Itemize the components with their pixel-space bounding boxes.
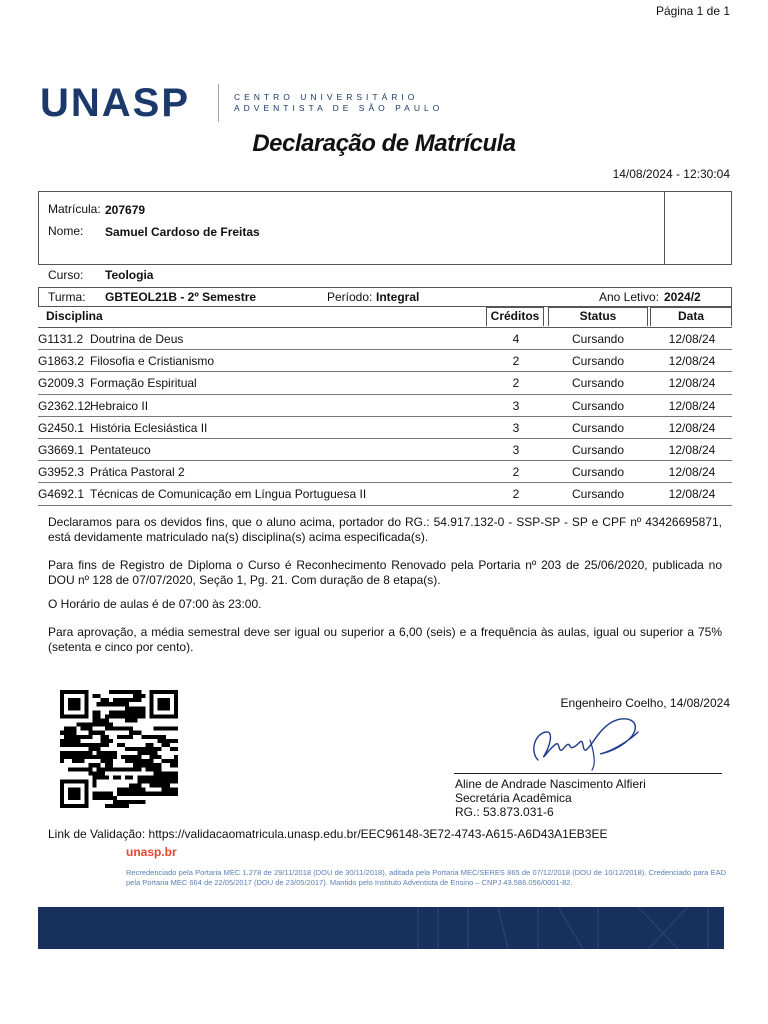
periodo-value: Integral <box>376 290 420 304</box>
course-credits: 2 <box>512 354 520 369</box>
course-name: Hebraico II <box>90 398 149 413</box>
logo-subtitle-line1: CENTRO UNIVERSITÁRIO <box>234 92 419 102</box>
unasp-logo <box>40 82 520 124</box>
course-date: 12/08/24 <box>668 398 716 413</box>
course-date: 12/08/24 <box>668 376 716 391</box>
nome-label: Nome: <box>48 224 84 238</box>
footer-band <box>38 907 724 949</box>
table-row <box>38 417 732 439</box>
validation-label: Link de Validação: <box>48 827 146 841</box>
document-title: Declaração de Matrícula <box>252 130 516 157</box>
course-name: Pentateuco <box>90 442 151 457</box>
table-row <box>38 328 732 350</box>
course-date: 12/08/24 <box>668 354 716 369</box>
signatory-name: Aline de Andrade Nascimento Alfieri <box>455 777 646 791</box>
table-header <box>38 307 732 328</box>
photo-cell <box>664 192 731 264</box>
course-status: Cursando <box>571 332 625 346</box>
page-indicator: Página 1 de 1 <box>655 4 730 18</box>
course-name: Filosofia e Cristianismo <box>90 354 215 369</box>
turma-value: GBTEOL21B - 2º Semestre <box>105 290 257 304</box>
course-name: Formação Espiritual <box>90 376 197 391</box>
table-body <box>38 328 732 506</box>
logo-subtitle-line2: ADVENTISTA DE SÃO PAULO <box>234 103 444 113</box>
course-status: Cursando <box>571 376 625 391</box>
course-date: 12/08/24 <box>668 420 716 435</box>
schedule-paragraph: O Horário de aulas é de 07:00 às 23:00. <box>48 597 262 611</box>
course-code: G3952.3 <box>38 465 85 480</box>
table-row <box>38 439 732 461</box>
course-date: 12/08/24 <box>668 332 716 346</box>
course-credits: 2 <box>512 487 520 502</box>
table-row <box>38 372 732 394</box>
handwritten-signature <box>520 712 660 774</box>
creditos-header: Créditos <box>490 309 540 323</box>
course-name: Prática Pastoral 2 <box>90 465 185 480</box>
turma-row <box>38 287 732 307</box>
course-date: 12/08/24 <box>668 465 716 480</box>
status-header: Status <box>579 309 617 323</box>
legal-notice: Recredenciado pela Portaria MEC 1.278 de 29/11/2018 (DOU de 30/11/2018), aditada pela Portaria MEC/SERES 865 de 07/12/2018 (DOU de 10/12/2018). Credenciado para EAD pela Portaria MEC 664 de 22/05/2017 (DOU de 23/05/2017). Mantido pelo Instituto Adventista de Ensino – CNPJ 43.586.056/0001-82. <box>126 868 726 887</box>
course-status: Cursando <box>571 487 625 502</box>
periodo-label: Período: <box>327 290 373 304</box>
declaration-paragraph: Declaramos para os devidos fins, que o aluno acima, portador do RG.: 54.917.132-0 - SSP-SP - SP e CPF nº 43426695871, está devidamente matriculado na(s) disciplina(s) acima especificada(s). <box>48 515 722 544</box>
table-row <box>38 350 732 372</box>
course-date: 12/08/24 <box>668 487 716 502</box>
course-credits: 3 <box>512 420 520 435</box>
nome-value: Samuel Cardoso de Freitas <box>105 225 260 239</box>
brand-url[interactable]: unasp.br <box>126 845 177 859</box>
table-row <box>38 461 732 483</box>
course-credits: 3 <box>512 398 520 413</box>
ano-letivo-label: Ano Letivo: <box>599 290 660 304</box>
course-code: G4692.1 <box>38 487 85 502</box>
registry-paragraph: Para fins de Registro de Diploma o Curso é Reconhecimento Renovado pela Portaria nº 203 de 25/06/2020, publicada no DOU nº 128 de 07/07/2020, Seção 1, Pg. 21. Com duração de 8 etapa(s). <box>48 558 722 587</box>
course-status: Cursando <box>571 354 625 369</box>
course-status: Cursando <box>571 465 625 480</box>
course-credits: 2 <box>512 376 520 391</box>
course-name: Doutrina de Deus <box>90 332 184 346</box>
signature-place-date: Engenheiro Coelho, 14/08/2024 <box>560 696 730 710</box>
table-row <box>38 483 732 505</box>
course-code: G2009.3 <box>38 376 85 391</box>
signatory-rg: RG.: 53.873.031-6 <box>455 805 554 819</box>
table-row <box>38 395 732 417</box>
course-code: G1131.2 <box>38 332 84 346</box>
course-credits: 2 <box>512 465 520 480</box>
course-name: História Eclesiástica II <box>90 420 208 435</box>
validation-link-row <box>48 827 607 841</box>
course-credits: 3 <box>512 442 520 457</box>
data-header: Data <box>677 309 704 323</box>
course-code: G2450.1 <box>38 420 85 435</box>
course-date: 12/08/24 <box>668 442 716 457</box>
validation-url[interactable]: https://validacaomatricula.unasp.edu.br/EEC96148-3E72-4743-A615-A6D43A1EB3EE <box>148 827 608 841</box>
signature-line <box>454 773 722 774</box>
student-info-box <box>38 191 732 265</box>
course-status: Cursando <box>571 398 625 413</box>
curso-label: Curso: <box>48 268 84 282</box>
signatory-block <box>455 777 646 819</box>
logo-subtitle <box>234 92 443 114</box>
footer-pattern <box>38 907 724 949</box>
course-status: Cursando <box>571 442 625 457</box>
logo-wordmark: UNASP <box>40 81 191 125</box>
validation-qr-code[interactable] <box>60 690 178 808</box>
course-name: Técnicas de Comunicação em Língua Portuguesa II <box>90 487 367 502</box>
turma-label: Turma: <box>48 290 86 304</box>
matricula-value: 207679 <box>105 203 146 217</box>
course-status: Cursando <box>571 420 625 435</box>
disciplina-header: Disciplina <box>46 309 103 323</box>
course-code: G1863.2 <box>38 354 85 369</box>
approval-paragraph: Para aprovação, a média semestral deve ser igual ou superior a 6,00 (seis) e a frequência às aulas, igual ou superior a 75% (setenta e cinco por cento). <box>48 625 722 654</box>
curso-value: Teologia <box>105 268 154 282</box>
matricula-label: Matrícula: <box>48 202 101 216</box>
course-credits: 4 <box>512 332 520 346</box>
course-code: G3669.1 <box>38 442 85 457</box>
ano-letivo-value: 2024/2 <box>664 290 701 304</box>
signatory-role: Secretária Acadêmica <box>455 791 572 805</box>
issue-datetime: 14/08/2024 - 12:30:04 <box>612 167 730 181</box>
course-code: G2362.12 <box>38 398 91 413</box>
course-table <box>38 307 732 506</box>
logo-divider <box>218 84 219 122</box>
